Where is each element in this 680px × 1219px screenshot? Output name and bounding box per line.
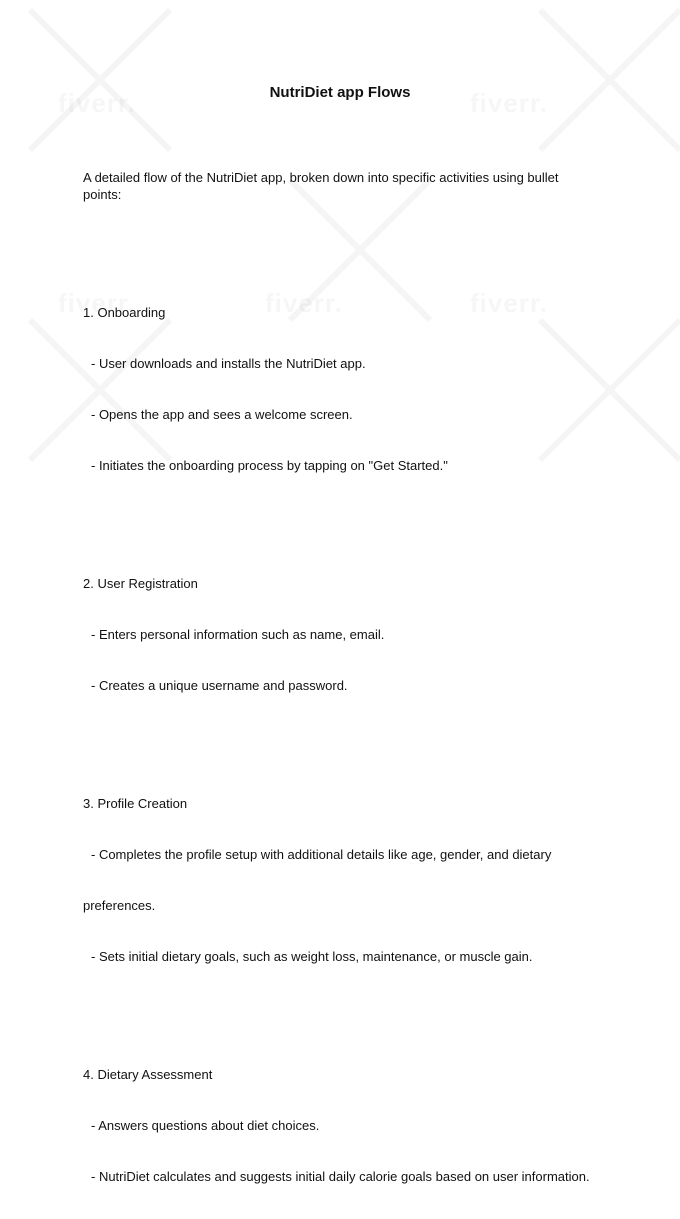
spacer bbox=[83, 728, 598, 744]
document-title: NutriDiet app Flows bbox=[269, 84, 411, 101]
document-body bbox=[83, 135, 598, 1219]
watermark-cross-icon bbox=[540, 10, 680, 150]
spacer bbox=[83, 999, 598, 1015]
bullet-item: - NutriDiet calculates and suggests initial daily calorie goals based on user information. bbox=[91, 1169, 590, 1184]
bullet-item-continuation: preferences. bbox=[83, 898, 156, 913]
spacer bbox=[83, 237, 598, 253]
section-heading-profile-creation: 3. Profile Creation bbox=[83, 796, 188, 811]
watermark-cross-icon bbox=[30, 10, 170, 150]
bullet-item: - User downloads and installs the NutriDiet app. bbox=[91, 356, 366, 371]
bullet-item: - Completes the profile setup with additional details like age, gender, and dietary bbox=[91, 847, 552, 862]
bullet-item: - Initiates the onboarding process by tapping on "Get Started." bbox=[91, 458, 448, 473]
section-heading-onboarding: 1. Onboarding bbox=[83, 305, 166, 320]
intro-paragraph: A detailed flow of the NutriDiet app, broken down into specific activities using bullet points: bbox=[83, 170, 563, 202]
bullet-item: - Answers questions about diet choices. bbox=[91, 1118, 320, 1133]
bullet-item: - Creates a unique username and password. bbox=[91, 678, 348, 693]
bullet-item: - Sets initial dietary goals, such as weight loss, maintenance, or muscle gain. bbox=[91, 949, 533, 964]
section-heading-dietary-assessment: 4. Dietary Assessment bbox=[83, 1067, 213, 1082]
bullet-item: - Opens the app and sees a welcome screen. bbox=[91, 407, 353, 422]
section-heading-user-registration: 2. User Registration bbox=[83, 576, 198, 591]
bullet-item: - Enters personal information such as name, email. bbox=[91, 627, 385, 642]
spacer bbox=[83, 508, 598, 524]
